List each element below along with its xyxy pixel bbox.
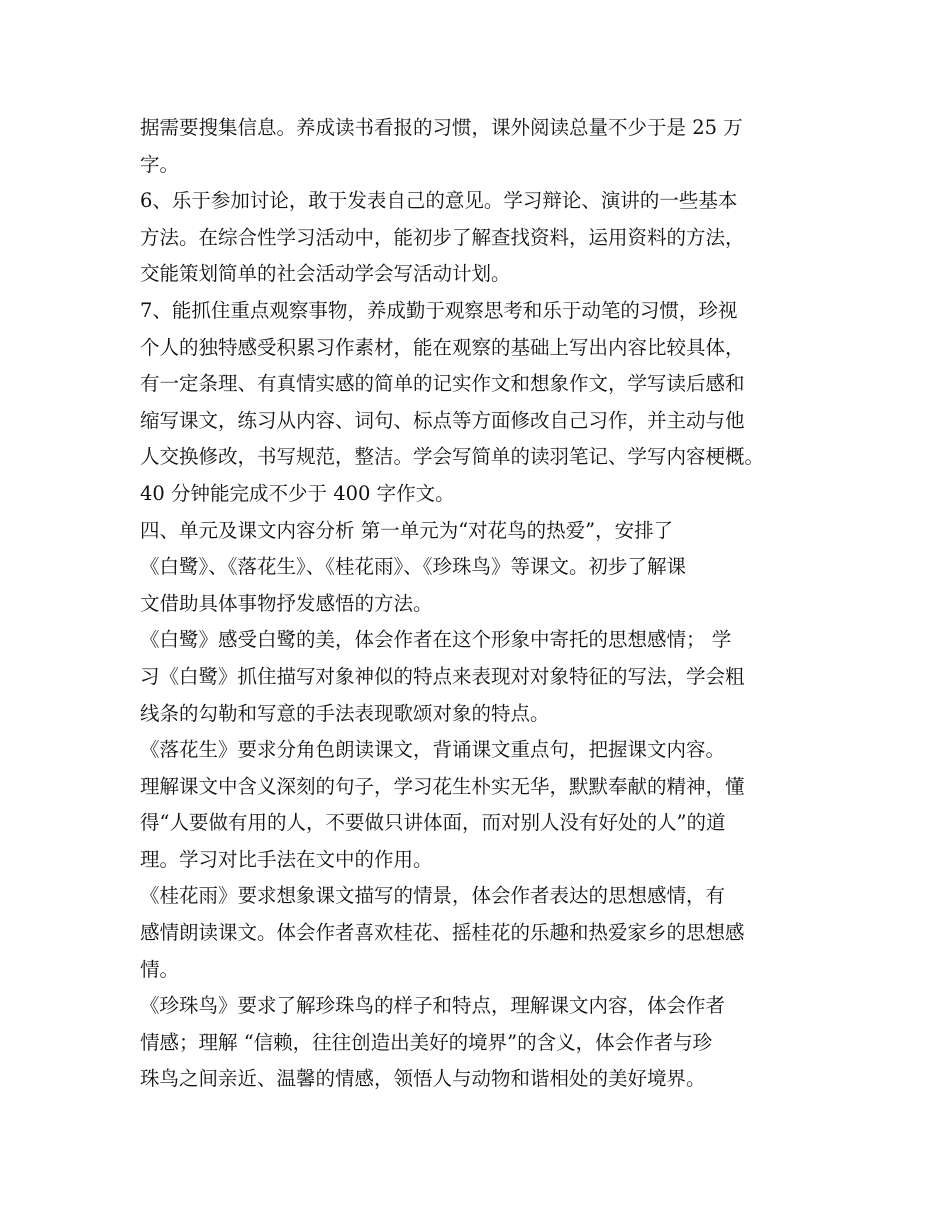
body-text: [140, 110, 820, 1098]
text-line: 情。: [140, 957, 180, 981]
text-line: 《白鹭》感受白鹭的美，体会作者在这个形象中寄托的思想感情； 学: [140, 628, 732, 652]
text-line: 《落花生》要求分角色朗读课文，背诵课文重点句，把握课文内容。: [140, 738, 726, 762]
text-line: 方法。在综合性学习活动中，能初步了解查找资料，运用资料的方法，: [140, 225, 745, 249]
text-line: 40 分钟能完成不少于 400 字作文。: [140, 481, 455, 505]
text-line: 交能策划简单的社会活动学会写活动计划。: [140, 262, 511, 286]
text-line: 线条的勾勒和写意的手法表现歌颂对象的特点。: [140, 701, 550, 725]
text-line: 个人的独特感受积累习作素材，能在观察的基础上写出内容比较具体，: [140, 335, 745, 359]
text-line: 有一定条理、有真情实感的简单的记实作文和想象作文，学写读后感和: [140, 372, 745, 396]
text-line: 习《白鹭》抓住描写对象神似的特点来表现对对象特征的写法，学会粗: [140, 664, 745, 688]
text-line: 7、能抓住重点观察事物，养成勤于观察思考和乐于动笔的习惯，珍视: [140, 298, 738, 322]
text-line: 6、乐于参加讨论，敢于发表自己的意见。学习辩论、演讲的一些基本: [140, 189, 738, 213]
text-line: 人交换修改，书写规范，整洁。学会写简单的读羽笔记、学写内容梗概。: [140, 445, 765, 469]
text-line: 感情朗读课文。体会作者喜欢桂花、摇桂花的乐趣和热爱家乡的思想感: [140, 921, 745, 945]
text-line: 字。: [140, 152, 180, 176]
text-line: 缩写课文，练习从内容、词句、标点等方面修改自己习作，并主动与他: [140, 408, 745, 432]
text-line: 《珍珠鸟》要求了解珍珠鸟的样子和特点，理解课文内容，体会作者: [140, 994, 726, 1018]
text-line: 据需要搜集信息。养成读书看报的习惯，课外阅读总量不少于是 25 万: [140, 116, 743, 139]
text-line: 得“人要做有用的人，不要做只讲体面，而对别人没有好处的人”的道: [140, 811, 726, 835]
text-line: 《白鹭》、《落花生》、《桂花雨》、《珍珠鸟》等课文。初步了解课: [140, 555, 687, 579]
text-line: 四、单元及课文内容分析 第一单元为“对花鸟的热爱”，安排了: [140, 518, 674, 542]
text-line: 情感；理解 “信赖，往往创造出美好的境界”的含义，体会作者与珍: [140, 1030, 713, 1054]
text-line: 理解课文中含义深刻的句子，学习花生朴实无华，默默奉献的精神，懂: [140, 774, 745, 798]
text-line: 珠鸟之间亲近、温馨的情感，领悟人与动物和谐相处的美好境界。: [140, 1067, 706, 1091]
text-line: 理。学习对比手法在文中的作用。: [140, 847, 433, 871]
text-line: 《桂花雨》要求想象课文描写的情景，体会作者表达的思想感情，有: [140, 884, 726, 908]
text-line: 文借助具体事物抒发感悟的方法。: [140, 591, 433, 615]
